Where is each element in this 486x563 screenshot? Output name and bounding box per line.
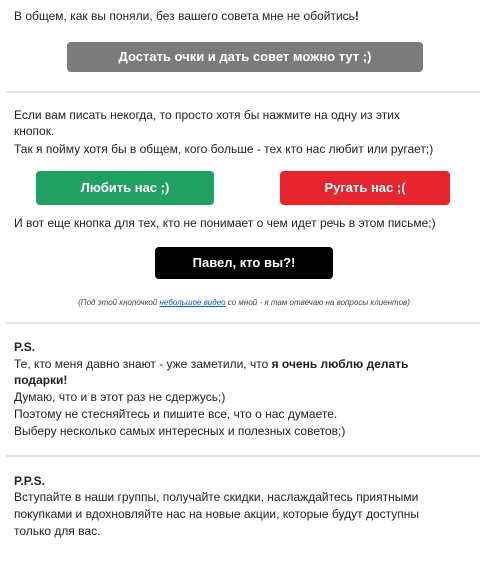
pps-line2: покупками и вдохновляйте нас на новые акции, которые будут доступны bbox=[14, 507, 420, 521]
get-glasses-button[interactable]: Достать очки и дать совет можно тут ;) bbox=[67, 42, 423, 72]
ps-line1: Те, кто меня давно знают - уже заметили, что я очень люблю делать bbox=[14, 357, 409, 371]
section2-line4: И вот еще кнопка для тех, кто не понимает о чем идет речь в этом письме;) bbox=[14, 216, 436, 230]
who-are-you-button[interactable]: Павел, кто вы?! bbox=[155, 247, 333, 279]
intro-text: В общем, как вы поняли, без вашего совета мне не обойтись! bbox=[14, 9, 359, 23]
small-video-link[interactable]: небольшое видео bbox=[159, 298, 226, 307]
pps-line3: только для вас. bbox=[14, 524, 101, 538]
ps-line4: Поэтому не стесняйтесь и пишите все, что о нас думаете. bbox=[14, 407, 338, 421]
ps-title: P.S. bbox=[14, 340, 36, 354]
divider bbox=[6, 322, 480, 324]
section2-line2: кнопок. bbox=[14, 124, 55, 138]
ps-line2: подарки! bbox=[14, 373, 68, 387]
video-note: (Под этой кнопочкой небольшое видео со мной - я там отвечаю на вопросы клиентов) bbox=[78, 298, 410, 307]
pps-title: P.P.S. bbox=[14, 474, 45, 488]
section2-line3: Так я пойму хотя бы в общем, кого больше - тех кто нас любит или ругает;) bbox=[14, 142, 434, 156]
section2-line1: Если вам писать некогда, то просто хотя бы нажмите на одну из этих bbox=[14, 108, 400, 122]
divider bbox=[6, 455, 480, 457]
love-us-button[interactable]: Любить нас ;) bbox=[36, 171, 214, 205]
ps-line3: Думаю, что и в этот раз не сдержусь;) bbox=[14, 390, 226, 404]
ps-line5: Выберу несколько самых интересных и полезных советов;) bbox=[14, 424, 346, 438]
scold-us-button[interactable]: Ругать нас ;( bbox=[280, 171, 450, 205]
pps-line1: Вступайте в наши группы, получайте скидки, наслаждайтесь приятными bbox=[14, 490, 419, 504]
divider bbox=[6, 91, 480, 93]
